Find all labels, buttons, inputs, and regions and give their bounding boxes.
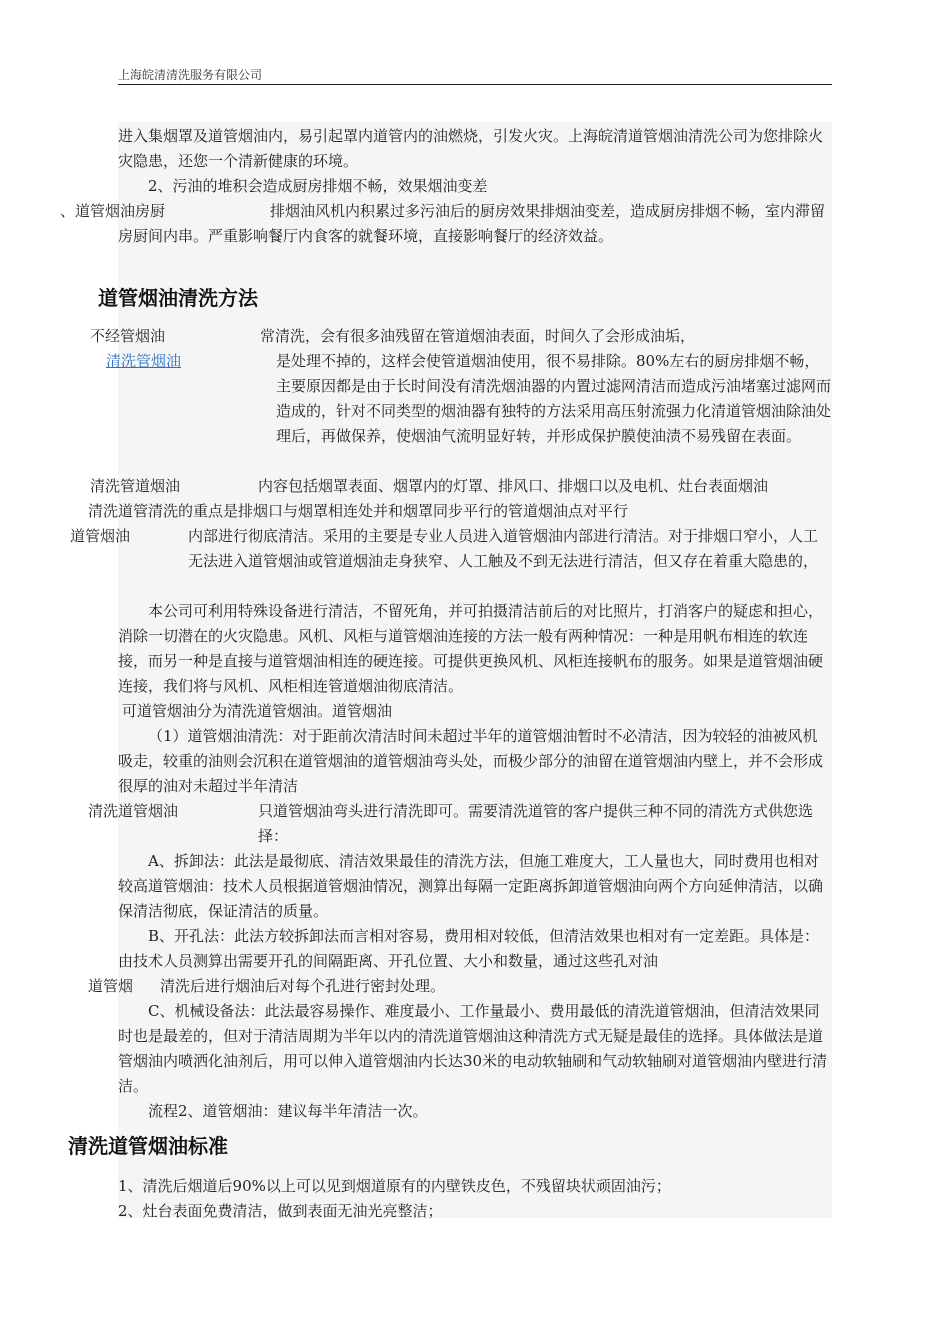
paragraph-method-c: C、机械设备法：此法最容易操作、难度最小、工作量最小、费用最低的清洗道管烟油，但清洁效果同时也是最差的，但对于清洁周期为半年以内的清洗道管烟油这种清洗方式无疑是最佳的选择。具体做法是道管烟油内喷洒化油剂后，用可以伸入道管烟油内长达30米的电动软轴刷和气动软轴刷对道管烟油内壁进行清洁。: [118, 1002, 828, 1095]
paragraph-2-prefix: 、道管烟油房厨: [60, 202, 166, 220]
paragraph-4-focus: 清洗道管清洗的重点是排烟口与烟罩相连处并和烟罩同步平行的管道烟油点对平行: [88, 502, 629, 520]
paragraph-3-prefix: 不经管烟油: [90, 327, 166, 345]
paragraph-fire-risk: 进入集烟罩及道管烟油内，易引起罩内道管内的油燃烧，引发火灾。上海皖清道管烟油清洗公司为您排除火灾隐患，还您一个清新健康的环境。: [118, 127, 824, 170]
paragraph-4-prefix: 清洗管道烟油: [90, 477, 181, 495]
paragraph-3-body: 是处理不掉的，这样会使管道烟油使用，很不易排除。80%左右的厨房排烟不畅，主要原因都是由于长时间没有清洗烟油器的内置过滤网清洁而造成污油堵塞过滤网而造成的，针对不同类型的烟油器有独特的方法采用高压射流强力化清道管烟油除油处理后，再做保养，使烟油气流明显好转，并形成保护膜使油渍不易残留在表面。: [276, 352, 832, 445]
paragraph-process: 流程2、道管烟油：建议每半年清洁一次。: [148, 1102, 428, 1120]
standard-item-1: 1、清洗后烟道后90%以上可以见到烟道原有的内壁铁皮色，不残留块状顽固油污；: [118, 1177, 671, 1195]
paragraph-2-body: [118, 224, 832, 274]
paragraph-2-line: 排烟油风机内积累过多污油后的厨房效果排烟油变差，造成厨房排烟不畅，室内滞留: [270, 202, 826, 220]
paragraph-4-line: 内容包括烟罩表面、烟罩内的灯罩、排风口、排烟口以及电机、灶台表面烟油: [258, 477, 769, 495]
paragraph-4-body: 内部进行彻底清洁。采用的主要是专业人员进入道管烟油内部进行清洁。对于排烟口窄小，人工无法进入道管烟油或管道烟油走身狭窄、人工触及不到无法进行清洁，但又存在着重大隐患的，: [188, 527, 819, 570]
paragraph-4-prefix-2: 道管烟油: [70, 527, 131, 545]
paragraph-method-a: A、拆卸法：此法是最彻底、清洁效果最佳的清洗方法，但施工难度大，工人量也大，同时费用也相对较高道管烟油：技术人员根据道管烟油情况，测算出每隔一定距离拆卸道管烟油向两个方向延伸清洁，以确保清洁彻底，保证清洁的质量。: [118, 852, 824, 920]
section-heading-methods: 道管烟油清洗方法: [98, 286, 258, 310]
paragraph-5: 本公司可利用特殊设备进行清洁，不留死角，并可拍摄清洁前后的对比照片，打消客户的疑虑和担心，消除一切潜在的火灾隐患。风机、风柜与道管烟油连接的方法一般有两种情况：一种是用帆布相连的软连接，而另一种是直接与道管烟油相连的硬连接。可提供更换风机、风柜连接帆布的服务。如果是道管烟油硬连接，我们将与风机、风柜相连管道烟油彻底清洁。: [118, 602, 824, 695]
paragraph-method-b-end: 清洗后进行烟油后对每个孔进行密封处理。: [160, 977, 446, 995]
paragraph-6: 可道管烟油分为清洗道管烟油。道管烟油: [122, 702, 393, 720]
paragraph-3-line: 常清洗，会有很多油残留在管道烟油表面，时间久了会形成油垢，: [260, 327, 696, 345]
paragraph-2-heading: 2、污油的堆积会造成厨房排烟不畅，效果烟油变差: [148, 177, 488, 195]
paragraph-2-body-text: 房厨间内串。严重影响餐厅内食客的就餐环境，直接影响餐厅的经济效益。: [118, 227, 614, 245]
paragraph-7-body: 只道管烟油弯头进行清洗即可。需要清洗道管的客户提供三种不同的清洗方式供您选择：: [258, 802, 814, 845]
paragraph-7: （1）道管烟油清洗：对于距前次清洁时间未超过半年的道管烟油暂时不必清洁，因为较轻的油被风机吸走，较重的油则会沉积在道管烟油的道管烟油弯头处，而极少部分的油留在道管烟油内壁上，并不会形成很厚的油对未超过半年清洁: [118, 727, 824, 795]
standard-item-2: 2、灶台表面免费清洁，做到表面无油光亮整洁；: [118, 1202, 443, 1220]
paragraph-method-b: B、开孔法：此法方较拆卸法而言相对容易，费用相对较低，但清洁效果也相对有一定差距。具体是：由技术人员测算出需要开孔的间隔距离、开孔位置、大小和数量，通过这些孔对油: [118, 927, 820, 970]
paragraph-method-b-prefix: 道管烟: [88, 977, 134, 995]
paragraph-7-prefix: 清洗道管烟油: [88, 802, 179, 820]
section-heading-standards: 清洗道管烟油标准: [68, 1134, 228, 1158]
link-clean-pipe[interactable]: 清洗管烟油: [106, 352, 182, 370]
header-company: 上海皖清清洗服务有限公司: [118, 68, 263, 82]
